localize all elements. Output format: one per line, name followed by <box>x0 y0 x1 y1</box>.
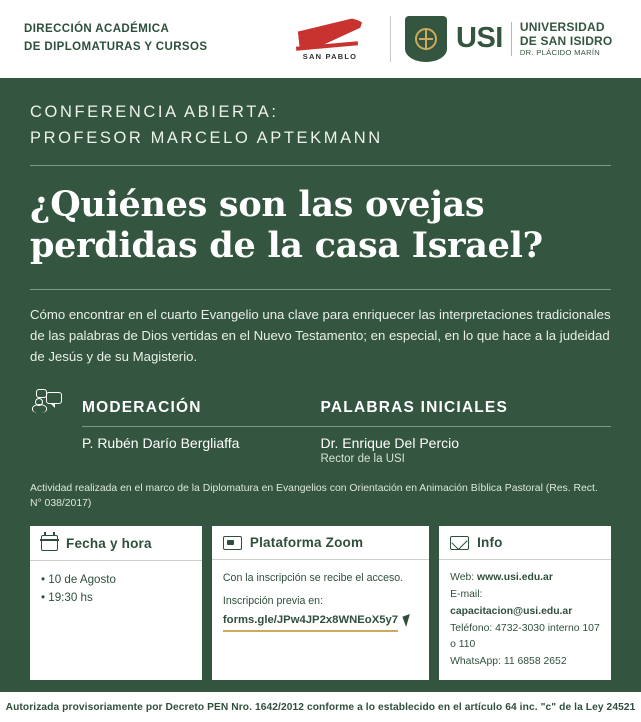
card-info-body <box>439 560 611 680</box>
info-web-value[interactable]: www.usi.edu.ar <box>477 572 553 584</box>
date-item: • 10 de Agosto <box>41 573 116 587</box>
info-email-value[interactable]: capacitacion@usi.edu.ar <box>450 605 573 617</box>
info-web <box>450 570 600 587</box>
info-phone-label: Teléfono: <box>450 622 496 634</box>
card-platform-title: Plataforma Zoom <box>249 535 364 551</box>
event-kicker-line1: CONFERENCIA ABIERTA: <box>30 103 279 121</box>
card-info-header <box>439 526 611 560</box>
role-name-moderation: P. Rubén Darío Bergliaffa <box>82 434 240 451</box>
card-date-time <box>30 526 202 680</box>
activity-note: Actividad realizada en el marco de la Diplomatura en Evangelios con Orientación en Animación Bíblica Pastoral (Res. Rect. N° 038/2017) <box>30 482 598 510</box>
info-email-label: E-mail: <box>450 588 483 600</box>
speech-bubble-small-icon <box>36 389 47 398</box>
info-web-label: Web: <box>450 572 478 584</box>
role-divider <box>82 426 321 427</box>
card-date-title: Fecha y hora <box>66 535 152 551</box>
event-kicker <box>30 100 611 151</box>
poster-header <box>0 0 641 78</box>
time-item: • 19:30 hs <box>41 591 93 605</box>
role-title-opening: PALABRAS INICIALES <box>320 398 509 416</box>
speech-bubble-icon <box>46 392 62 404</box>
screen-icon <box>223 536 242 550</box>
platform-signup-label: Inscripción previa en: <box>222 595 324 608</box>
calendar-icon <box>41 535 58 551</box>
san-pablo-mark-icon <box>290 17 370 51</box>
info-email <box>450 587 600 621</box>
role-moderation <box>30 390 321 465</box>
moderation-icon <box>30 390 74 430</box>
usi-logo <box>405 16 612 62</box>
usi-divider <box>511 22 512 56</box>
cursor-icon <box>404 615 418 629</box>
info-cards <box>30 526 611 680</box>
card-info <box>439 526 611 680</box>
usi-acronym: USI <box>456 22 503 55</box>
usi-cross-icon <box>419 38 433 40</box>
platform-access-text: Con la inscripción se recibe el acceso. <box>222 572 404 585</box>
info-whatsapp-label: WhatsApp: <box>450 656 504 668</box>
title-divider <box>30 289 611 290</box>
person-body-icon <box>32 404 47 413</box>
usi-name-line2: DE SAN ISIDRO <box>519 34 613 49</box>
san-pablo-logo <box>284 17 376 61</box>
roles-section <box>30 390 611 465</box>
role-opening-words <box>321 390 612 465</box>
role-divider <box>321 426 612 427</box>
role-title-moderation: MODERACIÓN <box>82 398 202 416</box>
kicker-divider <box>30 165 611 166</box>
usi-name-line1: UNIVERSIDAD <box>519 19 605 34</box>
poster-body <box>0 78 641 680</box>
header-divider <box>390 16 391 62</box>
event-kicker-line2: PROFESOR MARCELO APTEKMANN <box>30 128 383 147</box>
usi-wordmark <box>456 20 612 58</box>
info-whatsapp <box>450 654 600 671</box>
usi-crest-icon <box>405 16 447 62</box>
info-phone <box>450 621 600 655</box>
page-title: ¿Quiénes son las ovejas perdidas de la casa Israel? <box>30 184 543 267</box>
info-phone-value: 4732-3030 interno 107 o 110 <box>450 622 600 651</box>
card-platform <box>212 526 429 680</box>
card-info-title: Info <box>477 535 503 551</box>
signup-link-text[interactable]: forms.gle/JPw4JP2x8WNEoX5y7 <box>223 612 398 633</box>
signup-link[interactable] <box>223 612 418 633</box>
card-platform-header <box>212 526 429 560</box>
card-date-body <box>30 561 202 616</box>
role-name-opening: Dr. Enrique Del Percio <box>320 434 460 451</box>
academic-direction-line1: DIRECCIÓN ACADÉMICA <box>24 23 170 36</box>
card-platform-body <box>212 560 429 641</box>
event-description: Cómo encontrar en el cuarto Evangelio una clave para enriquecer las interpretaciones tradicionales de las palabras de Dios vertidas en el Nuevo Testamento; en especial, en lo que hace a la judeidad de Jesús y de su Magisterio. <box>30 306 611 365</box>
academic-direction-line2: DE DIPLOMATURAS Y CURSOS <box>24 41 208 53</box>
legal-footer: Autorizada provisoriamente por Decreto PEN Nro. 1642/2012 conforme a lo establecido en el artículo 64 inc. "c" de la Ley 24521 <box>0 692 641 722</box>
san-pablo-name: SAN PABLO <box>302 52 358 61</box>
card-date-header <box>30 526 202 561</box>
academic-direction-text <box>24 21 274 57</box>
role-subtitle-opening: Rector de la USI <box>320 452 405 465</box>
mail-icon <box>450 536 469 550</box>
usi-name-line3: DR. PLÁCIDO MARÍN <box>519 48 601 58</box>
info-whatsapp-value: 11 6858 2652 <box>503 656 567 668</box>
